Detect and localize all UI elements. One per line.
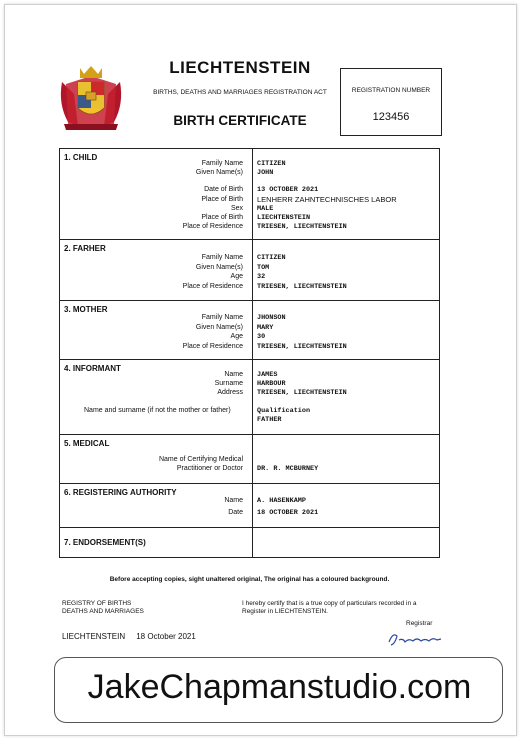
section-heading: 2. FARHER <box>64 244 106 253</box>
field-label: Practitioner or Doctor <box>176 465 243 472</box>
field-label: Date <box>228 509 243 516</box>
child-pob: LENHERR ZAHNTECHNISCHES LABOR <box>257 195 397 204</box>
informant-surname: HARBOUR <box>257 380 286 388</box>
section-divider <box>252 301 253 359</box>
qualification-label: Qualification <box>257 407 311 415</box>
field-label: Family Name <box>201 254 243 261</box>
section-endorsement <box>59 527 440 558</box>
section-authority <box>59 483 440 528</box>
section-heading: 5. MEDICAL <box>64 439 110 448</box>
child-dob: 13 OCTOBER 2021 <box>257 186 319 194</box>
registry-line: REGISTRY OF BIRTHS <box>62 600 132 607</box>
registration-label: REGISTRATION NUMBER <box>351 87 431 94</box>
field-label: Sex <box>230 205 243 212</box>
informant-address: TRIESEN, LIECHTENSTEIN <box>257 389 347 397</box>
section-divider <box>252 435 253 483</box>
field-label: Surname <box>214 380 243 387</box>
watermark-banner <box>54 657 503 723</box>
medical-practitioner: DR. R. MCBURNEY <box>257 465 319 473</box>
field-label: Age <box>230 333 243 340</box>
registrar-label: Registrar <box>406 620 433 627</box>
child-family-name: CITIZEN <box>257 160 286 168</box>
country-title: LIECHTENSTEIN <box>169 58 311 77</box>
section-heading: 4. INFORMANT <box>64 364 121 373</box>
section-medical <box>59 434 440 484</box>
section-divider <box>252 528 253 557</box>
registry-label <box>62 600 144 616</box>
field-label: Place of Residence <box>182 223 243 230</box>
field-label: Place of Birth <box>201 214 243 221</box>
document-title: BIRTH CERTIFICATE <box>173 113 307 128</box>
father-residence: TRIESEN, LIECHTENSTEIN <box>257 283 347 291</box>
act-subtitle: BIRTHS, DEATHS AND MARRIAGES REGISTRATION ACT <box>153 89 327 96</box>
signature-icon <box>385 630 445 648</box>
field-label: Name <box>224 497 243 504</box>
certify-line: I hereby certify that is a true copy of particulars recorded in a <box>242 600 417 607</box>
child-pob-country: LIECHTENSTEIN <box>257 214 311 222</box>
field-label: Family Name <box>201 314 243 321</box>
field-label: Place of Birth <box>201 196 243 203</box>
section-mother <box>59 300 440 360</box>
field-label: Given Name(s) <box>195 324 243 331</box>
field-label: Given Name(s) <box>195 169 243 176</box>
father-given-names: TOM <box>257 264 270 272</box>
field-label: Family Name <box>201 160 243 167</box>
father-age: 32 <box>257 273 266 281</box>
watermark-text: JakeChapmanstudio.com <box>87 668 472 706</box>
informant-qualification: FATHER <box>257 416 282 424</box>
authority-date: 18 OCTOBER 2021 <box>257 509 319 517</box>
registration-box <box>340 68 442 136</box>
coat-of-arms-icon <box>56 64 126 134</box>
field-label: Place of Residence <box>182 283 243 290</box>
field-label: Address <box>217 389 243 396</box>
field-label: Given Name(s) <box>195 264 243 271</box>
section-heading: 1. CHILD <box>64 153 98 162</box>
field-label: Date of Birth <box>204 186 243 193</box>
section-divider <box>252 360 253 434</box>
section-divider <box>252 149 253 239</box>
informant-name: JAMES <box>257 371 278 379</box>
mother-given-names: MARY <box>257 324 274 332</box>
original-notice: Before accepting copies, sight unaltered original, The original has a coloured background. <box>109 576 390 583</box>
father-family-name: CITIZEN <box>257 254 286 262</box>
authority-name: A. HASENKAMP <box>257 497 306 505</box>
section-divider <box>252 484 253 527</box>
field-label: Name and surname (if not the mother or father) <box>84 407 231 414</box>
section-heading: 3. MOTHER <box>64 305 108 314</box>
mother-family-name: JHONSON <box>257 314 286 322</box>
field-label: Name of Certifying Medical <box>158 456 243 463</box>
mother-residence: TRIESEN, LIECHTENSTEIN <box>257 343 347 351</box>
child-sex: MALE <box>257 205 274 213</box>
child-given-names: JOHN <box>257 169 274 177</box>
section-informant <box>59 359 440 435</box>
registry-line: DEATHS AND MARRIAGES <box>62 608 144 615</box>
section-father <box>59 239 440 301</box>
place-date: LIECHTENSTEIN 18 October 2021 <box>62 632 196 641</box>
registration-number: 123456 <box>372 111 410 123</box>
section-child <box>59 148 440 240</box>
certify-line: Register in LIECHTENSTEIN. <box>242 608 328 615</box>
child-residence: TRIESEN, LIECHTENSTEIN <box>257 223 347 231</box>
mother-age: 30 <box>257 333 266 341</box>
certify-statement <box>242 600 417 616</box>
section-divider <box>252 240 253 300</box>
field-label: Place of Residence <box>182 343 243 350</box>
section-heading: 7. ENDORSEMENT(S) <box>64 538 146 547</box>
field-label: Age <box>230 273 243 280</box>
field-label: Name <box>224 371 243 378</box>
section-heading: 6. REGISTERING AUTHORITY <box>64 488 177 497</box>
